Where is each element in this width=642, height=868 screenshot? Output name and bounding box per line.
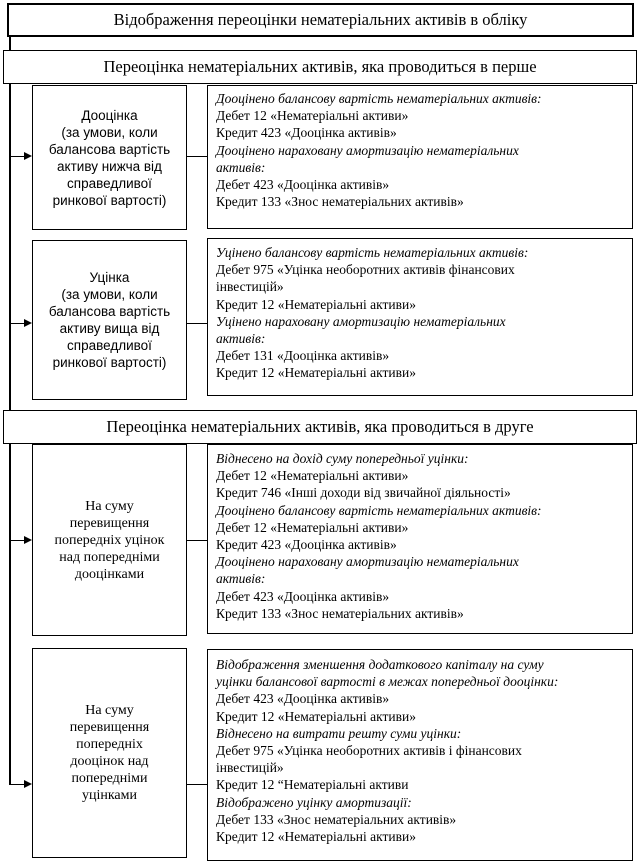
condition-line: На суму [85,498,134,514]
condition-line: дооцінками [74,566,145,582]
entry-line: уцінки балансової вартості в межах попередньої дооцінки: [216,674,559,690]
condition-line: балансова вартість [48,141,171,157]
entry-line: Кредит 12 «Нематеріальні активи» [216,829,416,845]
entry-line: Віднесено на витрати решту суми уцінки: [216,725,462,741]
condition-line: перевищення [69,720,150,735]
entry-line: Дебет 12 «Нематеріальні активи» [216,519,409,535]
condition-line: попередніх [76,737,143,752]
connector-line [187,784,207,785]
entry-line: Відображення зменшення додаткового капіталу на суму [216,657,544,672]
condition-line: уцінками [81,788,137,803]
condition-box-excess-upward [32,648,187,858]
condition-line: Уцінка [89,270,130,285]
condition-line: дооцінок над [70,754,149,769]
entry-line: Дебет 423 «Дооцінка активів» [216,177,390,193]
entries-box-upward-revaluation [207,85,633,229]
condition-line: (за умови, коли [61,287,158,302]
entry-line: Дебет 131 «Дооцінка активів» [216,348,390,364]
entries-box-excess-upward [207,649,633,861]
diagram-title: Відображення переоцінки нематеріальних активів в обліку [7,3,634,37]
entry-line: Кредит 746 «Інші доходи від звичайної діяльності» [216,485,511,501]
condition-line: попередніх уцінок [54,532,165,548]
arrowhead-icon [24,319,32,327]
entry-line: Дебет 423 «Дооцінка активів» [216,588,390,604]
entry-line: Дебет 975 «Уцінка необоротних активів фінансових [216,262,515,278]
condition-line: активу вища від [59,321,160,336]
entry-line: активів: [216,159,266,175]
condition-line: перевищення [69,515,150,531]
condition-line: справедливої [67,338,152,353]
condition-line: справедливої [67,175,152,191]
entry-line: Кредит 12 «Нематеріальні активи» [216,296,416,312]
entry-line: Кредит 12 “Нематеріальні активи [216,777,409,793]
entry-line: Дебет 423 «Дооцінка активів» [216,691,390,707]
condition-line: балансова вартість [48,304,171,319]
entry-line: Дооцінено нараховану амортизацію нематеріальних [216,142,519,158]
arrowhead-icon [24,780,32,788]
entry-line: Дооцінено нараховану амортизацію нематеріальних [216,554,519,570]
section-heading-second: Переоцінка нематеріальних активів, яка проводиться в друге [3,410,637,444]
condition-box-excess-writedowns [32,444,187,636]
connector-line [187,323,207,324]
entry-line: Кредит 423 «Дооцінка активів» [216,537,397,553]
entries-box-downward-revaluation [207,238,633,396]
entry-line: Уцінено балансову вартість нематеріальних активів: [216,245,529,260]
condition-line: ринкової вартості) [52,192,167,208]
entries-box-excess-writedowns [207,444,633,634]
entry-line: Дебет 12 «Нематеріальні активи» [216,468,409,484]
connector-line [187,540,207,541]
condition-line: ринкової вартості) [52,355,167,370]
entry-line: Дооцінено балансову вартість нематеріальних активів: [216,502,542,518]
connector-line [187,156,207,157]
entry-line: Кредит 12 «Нематеріальні активи» [216,365,416,381]
condition-line: активу нижча від [57,158,162,174]
entry-line: Уцінено нараховану амортизацію нематеріальних [216,313,506,329]
entry-line: Кредит 133 «Знос нематеріальних активів» [216,605,464,621]
entry-line: активів: [216,571,266,587]
entry-line: інвестицій» [216,279,284,295]
section-heading-first: Переоцінка нематеріальних активів, яка проводиться в перше [3,50,637,84]
entry-line: Дебет 133 «Знос нематеріальних активів» [216,811,457,827]
condition-line: (за умови, коли [61,124,158,140]
arrowhead-icon [24,152,32,160]
condition-line: Дооцінка [81,107,138,123]
entry-line: Кредит 12 «Нематеріальні активи» [216,708,416,724]
condition-box-downward-revaluation [32,240,187,400]
entry-line: активів: [216,331,266,347]
entry-line: Дебет 975 «Уцінка необоротних активів і фінансових [216,743,522,759]
condition-line: На суму [85,703,134,718]
condition-line: попередніми [71,771,148,786]
entry-line: Відображено уцінку амортизації: [216,794,412,810]
condition-box-upward-revaluation [32,85,187,230]
entry-line: Кредит 133 «Знос нематеріальних активів» [216,194,464,210]
arrowhead-icon [24,536,32,544]
entry-line: інвестицій» [216,760,284,776]
entry-line: Віднесено на дохід суму попередньої уцінки: [216,451,469,466]
entry-line: Дооцінено балансову вартість нематеріальних активів: [216,91,542,106]
condition-line: над попередніми [59,549,160,565]
entry-line: Дебет 12 «Нематеріальні активи» [216,108,409,124]
entry-line: Кредит 423 «Дооцінка активів» [216,125,397,141]
